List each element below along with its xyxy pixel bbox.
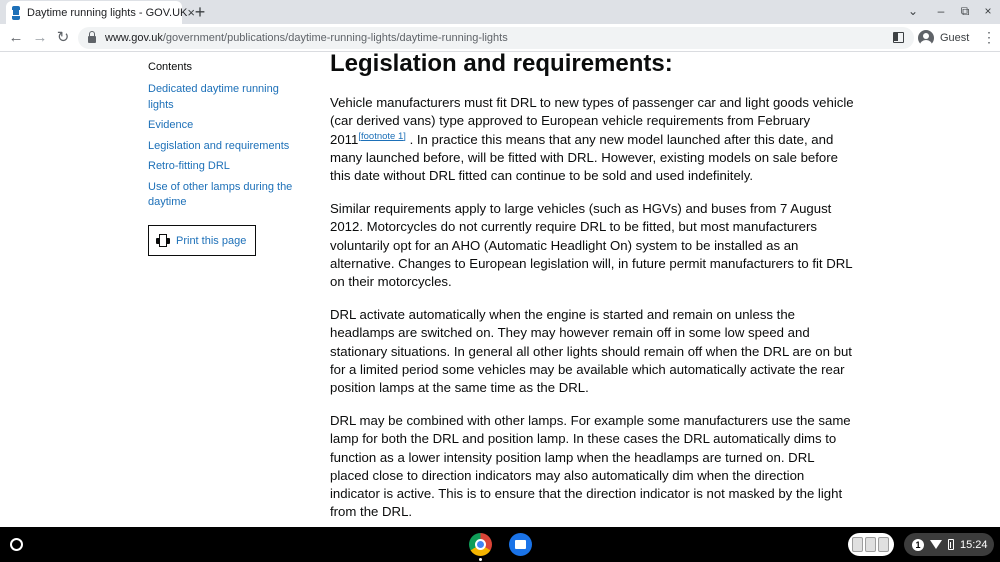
running-indicator [479, 558, 482, 561]
system-shelf [0, 527, 1000, 562]
browser-tab[interactable] [6, 1, 195, 24]
files-icon[interactable] [509, 533, 532, 556]
contents-link-retro-fitting[interactable]: Retro-fitting DRL [148, 160, 230, 172]
footnote-link[interactable]: [footnote 1] [358, 130, 406, 142]
print-label: Print this page [176, 234, 247, 247]
tab-close-icon[interactable]: × [187, 5, 195, 20]
notification-badge: 1 [912, 539, 924, 551]
tab-title: Daytime running lights - GOV.UK [27, 6, 188, 19]
side-panel-icon[interactable] [893, 32, 904, 43]
paragraph-2: Similar requirements apply to large vehicles (such as HGVs) and buses from 7 August 2012. Motorcycles do not currently require DRL to be fitted, but most manufacturers voluntarily opt for an AHO (Automatic Headlight On) system to be installed as an alternative. Changes to European legislation will, in future permit manufacturers to fit DRL on their motorcycles. [330, 201, 853, 290]
thumbnail-icon [865, 537, 876, 552]
contents-link-other-lamps[interactable]: Use of other lamps during the daytime [148, 180, 293, 208]
tab-search-icon[interactable]: ⌄ [907, 4, 919, 18]
back-button[interactable]: ← [8, 29, 24, 46]
reload-button[interactable]: ↻ [56, 29, 70, 46]
address-bar[interactable] [78, 27, 914, 49]
new-tab-button[interactable]: + [194, 2, 206, 22]
paragraph-3: DRL activate automatically when the engine is started and remain on unless the headlamps are switched on. They may however remain off in some low speed and stationary situations. In general all other lights should remain off when the DRL are on but for a limited period some vehicles may be available which automatically activate the rear position lamps at the same time as the DRL. [330, 307, 852, 396]
launcher-icon[interactable] [10, 538, 23, 551]
thumbnail-icon [852, 537, 863, 552]
print-page-button[interactable] [148, 225, 256, 256]
menu-icon[interactable]: ⋮ [982, 29, 996, 45]
profile-label: Guest [940, 32, 970, 44]
profile-button[interactable] [912, 27, 975, 49]
lock-icon[interactable] [88, 36, 96, 43]
restore-button[interactable]: ⧉ [960, 4, 970, 18]
contents-heading: Contents [148, 61, 193, 73]
avatar-icon [918, 30, 934, 46]
contents-link-dedicated-drl[interactable]: Dedicated daytime running lights [148, 83, 279, 111]
clock: 15:24 [960, 538, 988, 551]
paragraph-4: DRL may be combined with other lamps. For example some manufacturers use the same lamp for both the DRL and position lamp. In these cases the DRL automatically dims to function as a lower intensity position lamp when the headlamps are turned on. DRL placed close to direction indicators may also automatically dim when the direction indicator is active. This is to ensure that the direction indicator is not masked by the light from the DRL. [330, 413, 851, 520]
contents-link-evidence[interactable]: Evidence [148, 119, 194, 131]
close-window-button[interactable]: × [984, 4, 992, 18]
contents-list [148, 82, 303, 216]
paragraph-1-text: Vehicle manufacturers must fit DRL to new types of passenger car and light goods vehicle (car derived vans) type approved to European vehicle requirements from February 2011 [330, 95, 854, 147]
printer-icon [156, 234, 170, 247]
chrome-icon[interactable] [469, 533, 492, 556]
thumbnail-icon [878, 537, 889, 552]
browser-toolbar [0, 24, 1000, 52]
url-text [105, 32, 508, 44]
minimize-button[interactable]: – [937, 4, 945, 18]
contents-link-legislation[interactable]: Legislation and requirements [148, 139, 290, 152]
url-host: www.gov.uk [105, 32, 163, 44]
govuk-favicon-icon [12, 6, 20, 20]
section-heading: Legislation and requirements: [330, 50, 673, 77]
holding-space-tray[interactable] [848, 533, 894, 556]
battery-icon [948, 539, 954, 550]
wifi-icon [930, 540, 942, 549]
paragraph-1-text-cont: . In practice this means that any new model launched after this date, and many launched before, will be fitted with DRL. However, existing models on sale before this date without DRL fitted can continue to be sold and used indefinitely. [330, 131, 838, 184]
paragraph-1 [330, 94, 855, 185]
status-area[interactable] [904, 533, 994, 556]
url-path: /government/publications/daytime-running-lights/daytime-running-lights [162, 32, 508, 44]
forward-button[interactable]: → [32, 29, 48, 46]
tab-strip [0, 0, 1000, 24]
